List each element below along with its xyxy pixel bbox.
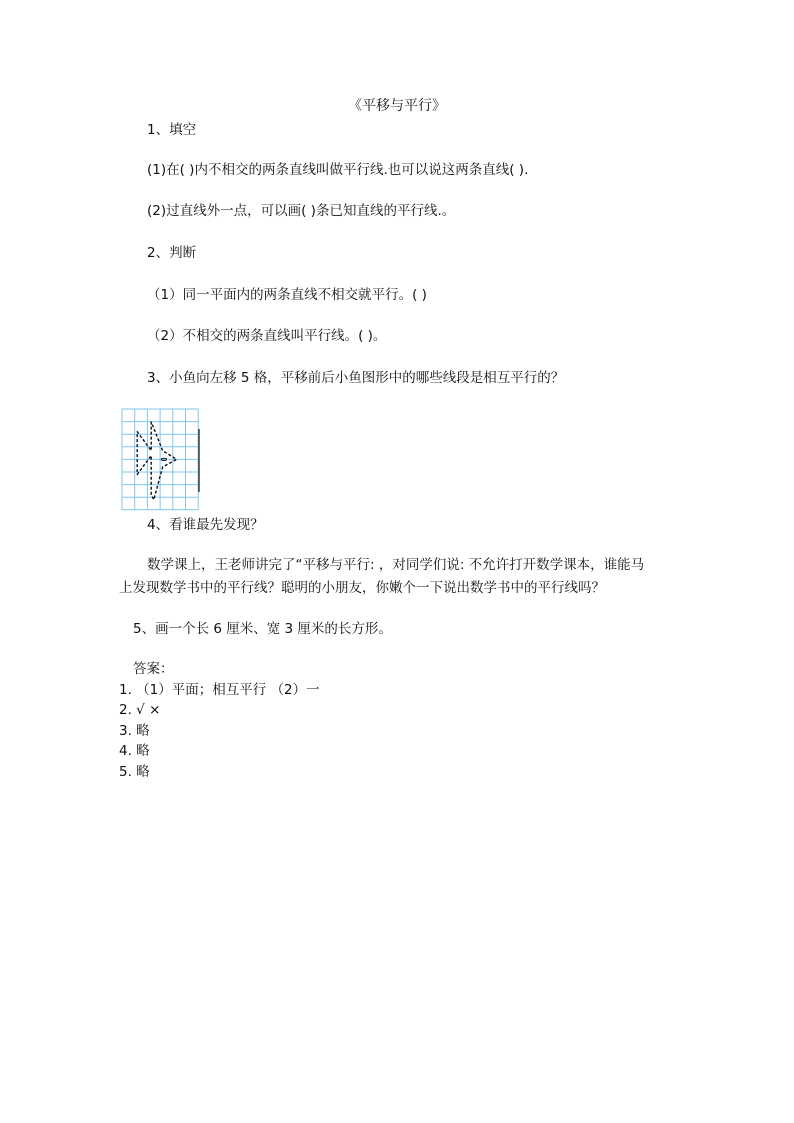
answer-item-4: 4. 略 xyxy=(119,743,150,759)
q1-heading: 1、填空 xyxy=(147,122,197,138)
answer-item-1: 1. （1）平面；相互平行 （2）一 xyxy=(119,682,320,698)
q1-item-1: (1)在( )内不相交的两条直线叫做平行线.也可以说这两条直线( ). xyxy=(147,162,529,178)
q1-item-2: (2)过直线外一点，可以画( )条已知直线的平行线.。 xyxy=(147,203,456,219)
answers-heading: 答案： xyxy=(133,661,174,677)
q4-paragraph-line-1: 数学课上，王老师讲完了“平移与平行: ，对同学们说: 不允许打开数学课本，谁能马 xyxy=(147,557,645,573)
q2-heading: 2、判断 xyxy=(147,245,197,261)
q5-heading: 5、画一个长 6 厘米、宽 3 厘米的长方形。 xyxy=(133,621,392,637)
q2-item-1: （1）同一平面内的两条直线不相交就平行。( ) xyxy=(147,287,427,303)
fish-outline xyxy=(137,422,176,500)
fish-grid-svg xyxy=(119,407,203,511)
fish-grid-figure xyxy=(119,407,203,511)
q3-heading: 3、小鱼向左移 5 格，平移前后小鱼图形中的哪些线段是相互平行的？ xyxy=(147,370,565,386)
q4-paragraph-line-2: 上发现数学书中的平行线？聪明的小朋友，你嫩个一下说出数学书中的平行线吗？ xyxy=(119,580,605,596)
answer-item-3: 3. 略 xyxy=(119,723,150,739)
page-title: 《平移与平行》 xyxy=(348,98,446,114)
answer-item-2: 2. √ × xyxy=(119,702,161,718)
answer-item-5: 5. 略 xyxy=(119,764,150,780)
q2-item-2: （2）不相交的两条直线叫平行线。( )。 xyxy=(147,328,387,344)
q4-heading: 4、看谁最先发现？ xyxy=(147,517,264,533)
